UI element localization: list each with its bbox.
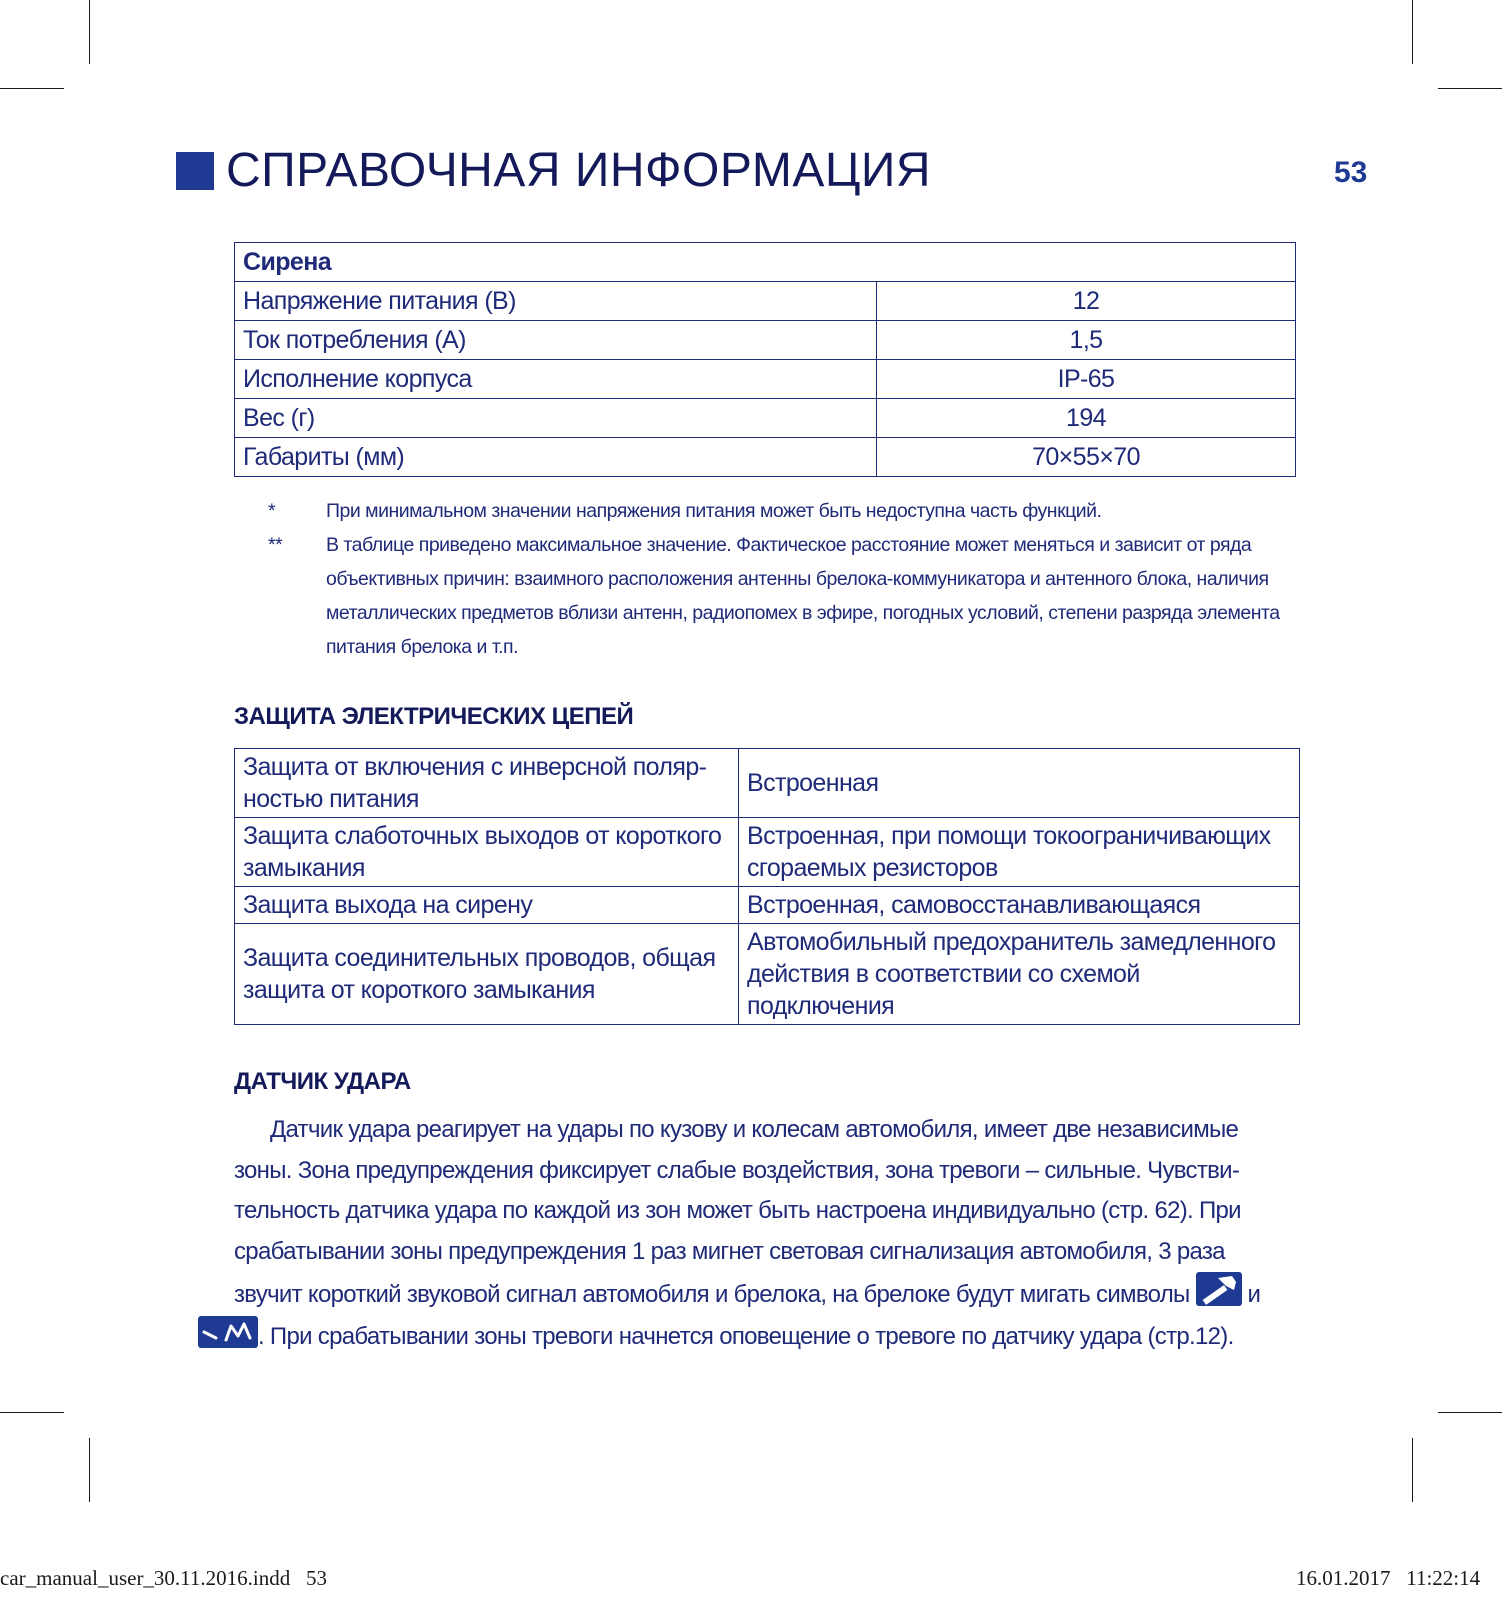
table-row [235, 360, 1296, 399]
table-cell-value: Встроенная, при помощи токоограничивающих сгораемых резисторов [739, 818, 1300, 887]
footnote [268, 528, 1298, 664]
table-cell-value: Встроенная [739, 749, 1300, 818]
table-cell-label: Защита от включения с инверсной поляр-ностью питания [235, 749, 739, 818]
crop-mark-top-right-horizontal [1438, 88, 1502, 89]
shock-sensor-paragraph [234, 1110, 1296, 1357]
table-row [235, 399, 1296, 438]
crop-mark-bottom-right-horizontal [1438, 1412, 1502, 1413]
table-cell-label: Защита выхода на сирену [235, 887, 739, 924]
crop-mark-bottom-left-vertical [89, 1438, 90, 1502]
footnote-text: При минимальном значении напряжения питания может быть недоступна часть функций. [326, 500, 1102, 522]
crop-mark-top-left-horizontal [0, 88, 64, 89]
siren-spec-table [234, 242, 1296, 477]
footnote-text: В таблице приведено максимальное значение. Фактическое расстояние может меняться и зависит от ряда объективных причин: взаимного расположения антенны брелока-коммуникатора и антенного блока, наличия металлических предметов вблизи антенн, радиопомех в эфире, погодных условий, степени разряда элемента питания брелока и т.п. [326, 534, 1280, 658]
table-row [235, 924, 1300, 1025]
slug-timestamp: 16.01.2017 11:22:14 [1296, 1566, 1481, 1590]
table-row [235, 818, 1300, 887]
footnote-mark: ** [268, 534, 283, 556]
paragraph-text-and: и [1247, 1281, 1261, 1308]
table-cell-value: 194 [877, 399, 1296, 438]
footnote [268, 494, 1298, 528]
table-cell-label: Защита слаботочных выходов от короткого замыкания [235, 818, 739, 887]
table-row [235, 243, 1296, 282]
table-cell-value: 12 [877, 282, 1296, 321]
table-row [235, 887, 1300, 924]
siren-table-title: Сирена [235, 243, 1296, 282]
paragraph-text-part2: . При срабатывании зоны тревоги начнется оповещение о тревоге по датчику удара (стр.12). [258, 1322, 1234, 1350]
table-cell-value: Встроенная, самовосстанавливающаяся [739, 887, 1300, 924]
table-cell-label: Габариты (мм) [235, 438, 877, 477]
footnote-mark: * [268, 500, 276, 522]
section-heading-protection: ЗАЩИТА ЭЛЕКТРИЧЕСКИХ ЦЕПЕЙ [234, 703, 634, 730]
table-cell-label: Защита соединительных проводов, общая защита от короткого замыкания [235, 924, 739, 1025]
table-row [235, 321, 1296, 360]
table-row [235, 282, 1296, 321]
table-row [235, 749, 1300, 818]
title-square-marker [176, 152, 214, 190]
table-cell-value: IP-65 [877, 360, 1296, 399]
page-title: СПРАВОЧНАЯ ИНФОРМАЦИЯ [226, 144, 931, 197]
table-cell-label: Вес (г) [235, 399, 877, 438]
table-row [235, 438, 1296, 477]
paragraph-text-part1: Датчик удара реагирует на удары по кузову и колесам автомобиля, имеет две независимые зоны. Зона предупреждения фиксирует слабые воздействия, зона тревоги – сильные. Чувстви-тельность датчика удара по каждой из зон может быть настроена индивидуально (стр. 62). При срабатывании зоны предупреждения 1 раз мигнет световая сигнализация автомобиля, 3 раза звучит короткий звуковой сигнал автомобиля и брелока, на брелоке будут мигать символы [234, 1116, 1241, 1308]
table-cell-label: Ток потребления (А) [235, 321, 877, 360]
hammer-icon [1196, 1272, 1242, 1306]
crop-mark-top-right-vertical [1412, 0, 1413, 64]
crop-mark-top-left-vertical [89, 0, 90, 64]
slug-file-info: car_manual_user_30.11.2016.indd 53 [0, 1566, 327, 1590]
crop-mark-bottom-right-vertical [1412, 1438, 1413, 1502]
footnotes [268, 494, 1298, 664]
protection-table [234, 748, 1300, 1025]
table-cell-label: Напряжение питания (В) [235, 282, 877, 321]
shock-wave-icon [198, 1316, 258, 1348]
table-cell-value: 1,5 [877, 321, 1296, 360]
page-number: 53 [1334, 156, 1368, 189]
section-heading-shock-sensor: ДАТЧИК УДАРА [234, 1068, 411, 1095]
table-cell-value: Автомобильный предохранитель замедленного действия в соответствии со схемой подключения [739, 924, 1300, 1025]
table-cell-value: 70×55×70 [877, 438, 1296, 477]
crop-mark-bottom-left-horizontal [0, 1412, 64, 1413]
table-cell-label: Исполнение корпуса [235, 360, 877, 399]
